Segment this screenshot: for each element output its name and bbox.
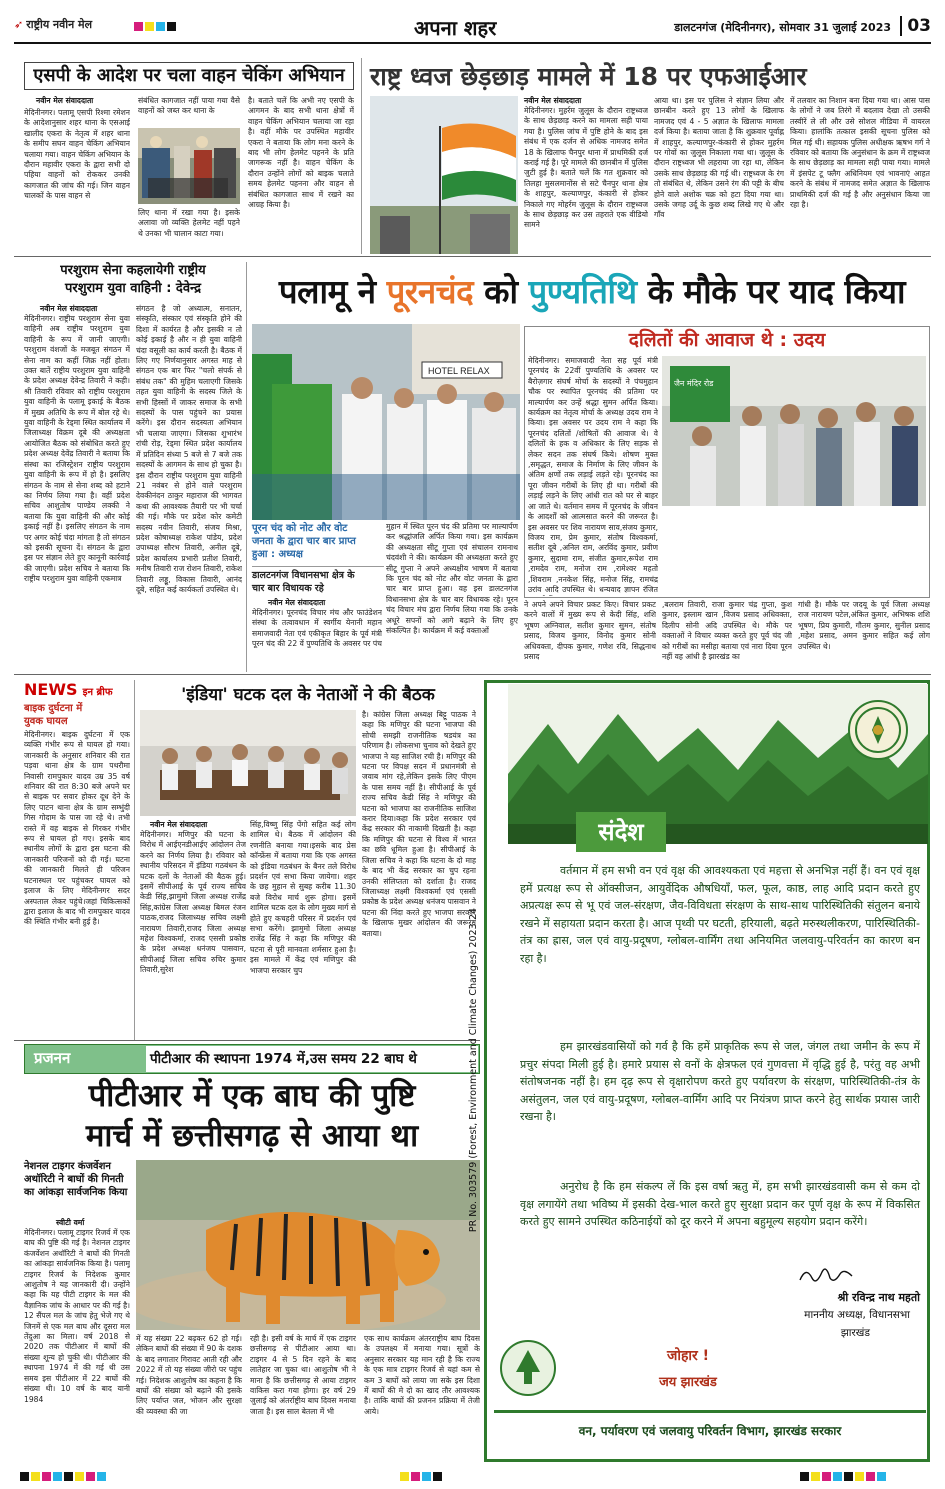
flag-col3: में तलवार का निशान बना दिया गया था। आस पास के लोगों ने जब तिरंगे में बदलाव देखा तो उसकी तस्वीरें ले ली और उसे सोशल मीडिया में वायरल किया। हालांकि तत्काल इसकी सूचना पुलिस को मिल गई थी। सहायक पुलिस अधीक्षक ऋषभ गर्ग ने रविवार को बताया कि अनुसंधान के क्रम में राष्ट्रध्वज के साथ छेड़छाड़ का मामला सही पाया गया। मामले में इंसपेट टू फ्लैग अधिनियम एवं भावनाएं आहत करने के संबंध में नामजद समेत अज्ञात के खिलाफ प्राथमिकी दर्ज की गई है और अनुसंधान किया जा रहा है। — [790, 96, 930, 210]
parshuram-byline: नवीन मेल संवाददाता — [40, 304, 98, 313]
bottom-color-bar-left — [20, 1472, 106, 1481]
puranchand-caption — [252, 522, 394, 561]
news-brief-body: मेदिनीनगर। बाइक दुर्घटना में एक व्यक्ति गंभीर रूप से घायल हो गया। जानकारी के अनुसार शनिवार की रात पड़वा थाना क्षेत्र के ग्राम पथरौमा निवासी रामपुकार यादव उम्र 35 वर्ष शनिवार की रात 8:30 बजे अपने घर से बाइक पर सवार होकर दूध देने के लिए पाटन थाना क्षेत्र के ग्राम सम्भुंदी गिस गोदाम के पास जा रहे थे। तभी रास्ते में वह बाइक से गिरकर गंभीर रूप से घायल हो गए। इसके बाद स्थानीय लोगों के द्वारा इस घटना की जानकारी परिजनों को दी गई। घटना की जानकारी मिलते ही परिजन घटनास्थल पर पहुंचकर घायल को इलाज के लिए मेदिनीनगर सदर अस्पताल लेकर पहुंचे।जहां चिकित्सकों द्वारा इलाज के बाद भी रामपुकार यादव की स्थिति गंभीर बनी हुई है। — [24, 730, 130, 927]
bottom-color-bar-right — [800, 1472, 886, 1481]
vehicle-byline: नवीन मेल संवाददाता — [36, 96, 94, 105]
svg-text:जैन मंदिर रोड: जैन मंदिर रोड — [674, 379, 714, 388]
subhead-line2: चार बार विधायक रहे — [252, 583, 324, 594]
subhead-line1: डालटनगंज विधानसभा क्षेत्र के — [252, 570, 355, 581]
ptr-kicker: पीटीआर की स्थापना 1974 में,उस समय 22 बाघ थे — [146, 1046, 478, 1072]
newspaper-logo — [14, 17, 92, 32]
emblem-icon — [848, 700, 908, 760]
puranchand-headline-part3: को — [473, 272, 529, 311]
caption-line1: पूरन चंद को नोट और वोट — [252, 523, 348, 534]
parshuram-col2: संगठन है जो अध्यात्म, सनातन, संस्कृति, संस्कार एवं संस्कृति होने की दिशा में कार्यरत है और इसकी न तो कोई इकाई है और न ही युवा वाहिनी चंदा वसूली का कार्य करती है। बैठक में लिए गए निर्णयानुसार अगस्त माह से संगठन एक बार फिर "चलो संपर्क से संबंध तक" की मुहिम चलाएगी जिसके तहत युवा वाहिनी के सदस्य जिले के सभी हिस्सों में जाकर समाज के सभी सदस्यों के पास पहुंचने का प्रयास करेंगे। इस दौरान सदस्यता अभियान भी चलाया जाएगा। जिसका शुभारंभ रांची रोड़, रेड्मा स्थित प्रदेश कार्यालय में प्रतिदिन संध्या 5 बजे से 7 बजे तक सदस्यों के आगमन के साथ हो चुका है। इस दौरान राष्ट्रीय परशुराम युवा वाहिनी 21 नवंबर से होने वाले परशुराम देवकीनंदन ठाकुर महाराज की भागवत कथा की आवश्यक तैयारी पर भी चर्चा की गई। मौके पर प्रदेश कोर कमेटी सदस्य नवीन तिवारी, संजय मिश्रा, प्रदेश कोषाध्यक्ष राकेश पांडेय, प्रदेश उपाध्यक्ष सौरभ तिवारी, अनील दूबे, प्रदेश कार्यालय प्रभारी प्रतीश तिवारी, मनीष तिवारी राज रोशन तिवारी, राकेश तिवारी लड्डू, विकास तिवारी, आनंद दूबे, सहित कई कार्यकर्ता उपस्थित थे। — [136, 304, 242, 594]
parshuram-headline — [24, 262, 242, 298]
sandesh-para3: अनुरोध है कि हम संकल्प लें कि इस वर्षा ऋतु में, हम सभी झारखंडवासी कम से कम दो वृक्ष लगायेंगे तथा भविष्य में इसकी देख-भाल करते हुए सुरक्षा प्रदान कर पूर्ण वृक्ष के रूप में विकसित करते हुए सामने उपस्थित कठिनाईयों को दूर करने में अपना बहुमूल्य सहयोग प्रदान करेंगे। — [520, 1180, 920, 1228]
dalit-photo — [662, 356, 926, 506]
parshuram-col1: मेदिनीनगर। राष्ट्रीय परशुराम सेना युवा वाहिनी अब राष्ट्रीय परशुराम युवा वाहिनी के रूप में जानी जाएगी। परशुराम वंशजों के मजबूत संगठन में सेना नाम का कहीं जिक्र नहीं होता। उक्त बातें राष्ट्रीय परशुराम युवा वाहिनी के प्रदेश अध्यक्ष देवेन्द्र तिवारी ने कही। श्री तिवारी रविवार को राष्ट्रीय परशुराम युवा वाहिनी के पलामू इकाई के बैठक में मुख्य अतिथि के रूप में बोल रहे थे। युवा वाहिनी के रेड्मा स्थित कार्यालय में जिलाध्यक्ष विक्रम दूबे की अध्यक्षता आयोजित बैठक को संबोधित करते हुए प्रदेश अध्यक्ष देवेंद्र तिवारी ने बताया कि संस्था का रजिस्ट्रेशन राष्ट्रीय परशुराम युवा वाहिनी के रूप में हो है। इसलिए संगठन के नाम से सेना शब्द को हटाने का निर्णय लिया गया है। वहीं प्रदेश सचिव आशुतोष पाण्डेय लक्की ने बताया कि युवा वाहिनी की और कोई इकाई नहीं है। इसलिए संगठन के नाम पर अगर कोई चंदा मांगता है तो संगठन को इसकी सूचना दें। संगठन के द्वारा इस पर संज्ञान लेते हुए कानूनी कार्रवाई की जाएगी। प्रदेश सचिव ने बताया कि राष्ट्रीय परशुराम युवा वाहिनी एकमात्र — [24, 314, 130, 584]
ptr-headline — [24, 1076, 480, 1156]
parshuram-headline-line2: परशुराम युवा वाहिनी : देवेन्द्र — [65, 281, 201, 296]
brief-label: इन ब्रीफ — [82, 687, 113, 698]
page-number: 03 — [900, 16, 931, 36]
puranchand-col-d: ,बलराम तिवारी, राजा कुमार चंद्र गुप्ता, कुश कुमार, इस्लाम खान ,विजय प्रसाद अधिवक्ता, दिलीप सोनी अदि उपस्थित थे। मौके पर वक्ताओं ने विचार व्यक्त करते हुए पूर्व चंद जी को गरीबों का मसीहा बताया एवं नारा दिया पूरन नहीं वह आंधी है झारखंड का — [662, 600, 792, 662]
bottom-color-bar-center — [400, 1472, 442, 1481]
puranchand-byline: नवीन मेल संवाददाता — [268, 598, 326, 607]
vehicle-col1: मेदिनीनगर। पलामू एसपी रिश्मा रमेशन के आदेशानुसार शहर थाना के एसआई खालीद एकरा के नेतृत्व में शहर थाना के समीप सघन वाहन चेकिंग अभियान चलाया गया। वाहन चेकिंग अभियान के दौरान महावीर एकरा के द्वारा सभी दो पहिया वाहनों को रोककर उनकी कागजात की जांच की गई। जिन वाहन चालकों के पास वाहन से — [24, 108, 130, 201]
bird-logo-icon: ➶ — [14, 18, 24, 31]
flag-photo — [370, 96, 518, 254]
puranchand-col-c: ने अपने अपने विचार प्रकट किए। विचार प्रकट करने वालों में मुख्य रूप से केदी सिंह, शशि भूषण अग्निवाल, सतीश कुमार सुमन, संतोष प्रसाद, विजय कुमार, विनोद कुमार सोनी अधिवक्ता, दीपक कुमार, गणेश रवि, सिद्धनाथ प्रसाद — [524, 600, 656, 662]
ptr-byline: स्वीटी वर्मा — [56, 1218, 85, 1227]
puranchand-headline-part1: पलामू ने — [278, 272, 387, 311]
ptr-col4: एक साथ कार्यक्रम अंतरराष्ट्रीय बाघ दिवस के उपलक्ष्य में मनाया गया। सूत्रों के अनुसार सरकार यह मान रही है कि राज्य के एक मात्र टाइगर रिजर्व से यहां कम से कम 3 बाघों को लाया जा सके इस दिशा में बाघों की मे दो का खाद तौर आवश्यक है। ताकि बाघों की प्रजनन प्रक्रिया में तेजी आये। — [364, 1334, 480, 1416]
puranchand-headline — [252, 262, 932, 322]
ptr-col3: रही है। इसी वर्ष के मार्च में एक टाइगर छत्तीसगढ़ से पीटीआर आया था। टाइगर 4 से 5 दिन रहने के बाद लातेहार जा चुका था। आशुतोष भी ने माना है कि छत्तीसगढ़ से आया टाइगर वाकिस करा गया होगा। हर वर्ष 29 जुलाई को अंतर्राष्ट्रीय बाघ दिवस मनाया जाता है। इस साल बेतला में भी — [250, 1334, 356, 1416]
news-label: NEWS — [24, 680, 78, 699]
ptr-col2: में यह संख्या 22 बढ़कर 62 हो गई। लेकिन बाघों की संख्या में 90 के दशक के बाद लगातार गिरावट आती रही और 2022 में तो यह संख्या जीरो पर पहुंच गई। निदेशक आशुतोष का कहना है कि बाघों की संख्या को बढ़ाने की इसके लिए पर्याप्त जल, भोजन और सुरक्षा की व्यवस्था की जा — [136, 1334, 242, 1416]
puranchand-photo — [252, 324, 520, 520]
dalit-col1: मेदिनीनगर। समाजवादी नेता सह पूर्व मंत्री पूरनचंद के 22वीं पुण्यतिथि के अवसर पर बैरोज़गार संघर्ष मोर्चा के सदस्यों ने पंचमुहान चौक पर स्थापित पूरनचंद की प्रतिमा पर माल्यार्पण कर उन्हें श्रद्धा सुमन अर्पित किया। कार्यक्रम का नेतृत्व मोर्चा के अध्यक्ष उदय राम ने किया। इस अवसर पर उदय राम ने कहा कि पूरनचंद दलितों /शोषितों की आवाज थे। वे दलितों के हक व अधिकार के लिए सड़क से लेकर सदन तक संघर्ष किये। शोषण मुक्त ,समृद्धत, समाज के निर्माण के लिए जीवन के अंतिम क्षणों तक लड़ाई लड़ते रहे। पूरनचंद का पूरा जीवन गरीबों के लिए ही था। गरीबों की लड़ाई लड़ने के लिए आंधी रात को घर से बाहर आ जाते थे। वर्तमान समय में पूरनचंद के जीवन के आदर्शों को आत्मसात करने की जरूरत है। इस अवसर पर शिव नारायण साव,संजय कुमार, विजय राम, प्रेम कुमार, संतोष विश्वकर्मा, सतीश दूबे ,अनिल राम, अरविंद कुमार, प्रवीण कुमार, सुदामा राम, संजीत कुमार,रूपेश राम ,रामदेव राम, मनोज राम ,रामेश्वर महतो ,शिवराम ,ननकेश सिंह, मनोज सिंह, रामचंद्र उरांव आदि उपस्थित थे। धन्यवाद ज्ञापन रंजित — [528, 356, 658, 594]
parshuram-headline-line1: परशुराम सेना कहलायेगी राष्ट्रीय — [60, 263, 206, 278]
ptr-tag: प्रजनन — [34, 1049, 71, 1067]
caption-line2: जनता के द्वारा चार बार प्राप्त — [252, 536, 356, 547]
puranchand-col-b: मुहान में स्थित पूरन चंद की प्रतिमा पर माल्यार्पण कर श्रद्धांजलि अर्पित किया गया। इस कार्यक्रम की अध्यक्षता सीटू गुप्ता एवं संचालन रामनाथ चंदवंशी ने की। कार्यक्रम की अध्यक्षता करते हुए सीटू गुप्ता ने अपने अध्यक्षीय भाषण में बताया कि पूरन चंद को नोट और वोट जनता के द्वारा चार बार प्राप्त हुआ। वह इस डालटनगंज विधानसभा क्षेत्र के चार बार विधायक रहे। पूरन चंद विचार मंच द्वारा निर्णय लिया गया कि उनके अधूरे सपनों को आगे बढ़ाने के लिए हुए संकल्पित है। कार्यक्रम में कई वक्ताओं — [386, 522, 518, 636]
ptr-headline-line2: मार्च में छत्तीसगढ़ से आया था — [85, 1118, 419, 1154]
dalit-headline: दलितों की आवाज थे : उदय — [628, 329, 826, 351]
vehicle-col2: संबंधित कागजात नहीं पाया गया वैसे वाहनों को जब्त कर थाना के — [138, 96, 240, 116]
flag-col1: मेदिनीनगर। मुहर्रम जुलूस के दौरान राष्ट्रध्वज के साथ छेड़छाड़ करने का मामला सही पाया गया है। पुलिस जांच में पुष्टि होने के बाद इस संबंध में एक दर्जन से अधिक नामजद समेत 18 के खिलाफ चैनपुर थाना में प्राथमिकी दर्ज कराई गई है। पूरे मामले की छानबीन में पुलिस जुटी हुई है। बताते चलें कि गत शुक्रवार को तिलहा मुसलमानोंस से सटे चैनपुर थाना क्षेत्र के शाहपुर, कल्याणपुर, कंकारी से होकर निकाले गए मोहर्रम जुलूस के दौरान राष्ट्रध्वज के साथ छेड़छाड़ कर उस तहराते एक वीडियो सामने — [524, 106, 648, 230]
india-meeting-photo — [140, 710, 356, 816]
signatory-designation2: झारखंड — [840, 1327, 870, 1339]
sandesh-para1: वर्तमान में हम सभी वन एवं वृक्ष की आवश्यकता एवं महत्ता से अनभिज्ञ नहीं हैं। वन एवं वृक्ष हमें प्रत्यक्ष रूप से ऑक्सीजन, आयुर्वेदिक औषधियाँ, फल, फूल, काष्ठ, लाह आदि प्रदान करते हुए अप्रत्यक्ष रूप से भू एवं जल-संरक्षण, जैव-विविधता संरक्षण के साथ-साथ पारिस्थितिकी संतुलन बनाये रखने में सहायता प्रदान करता है। आज पृथ्वी पर घटती, हरियाली, बढ़ते मरुस्थलीकरण, पारिस्थितिकी-तंत्र का ह्रास, जल एवं वायु-प्रदूषण, ग्लोबल-वार्मिंग तथा अनियमित जलवायु-परिवर्तन का कारण बन रहा है। — [520, 864, 920, 965]
johar-text: जोहार ! — [666, 1348, 710, 1364]
vehicle-check-headline: एसपी के आदेश पर चला वाहन चेकिंग अभियान — [24, 62, 354, 90]
forest-dept-logo-icon — [500, 1340, 556, 1396]
india-col1: मेदिनीनगर। मणिपुर की घटना के विरोध में आईएनडीआईए आंदोलन तेज करने का निर्णय लिया है। रविवार को स्थानीय परिसदन में इंडिया गठबंधन के घटक दलों के नेताओं की बैठक हुई। इसमें सीपीआई के पूर्व राज्य सचिव केडी सिंह,झामुमो जिला अध्यक्ष राजेंद्र सिंह,कांग्रेस जिला अध्यक्ष बिमल रंजन पाठक,राजद जिलाध्यक्ष सचिव लक्ष्मी नारायण तिवारी,राजद जिला अध्यक्ष महेश विश्वकर्मा, राजद एससी प्रकोष्ठ के प्रदेश अध्यक्ष धनंजय पासवान, सीपीआई जिला सचिव रुचिर कुमार तिवारी,सुरेश — [140, 830, 246, 975]
jai-jharkhand-text: जय झारखंड — [659, 1375, 717, 1390]
ptr-headline-line1: पीटीआर में एक बाघ की पुष्टि — [88, 1078, 416, 1114]
sandesh-para2: हम झारखंडवासियों को गर्व है कि हमें प्राकृतिक रूप से जल, जंगल तथा जमीन के रूप में प्रचुर संपदा मिली हुई है। हमारे प्रयास से वनों के क्षेत्रफल एवं गुणवत्ता में वृद्धि हुई है, परंतु वह अभी संतोषजनक नहीं है। हम दृढ़ रूप से वृक्षारोपण करते हुए पर्यावरण के संरक्षण, पारिस्थितिकी-तंत्र के असंतुलन, जल एवं वायु-प्रदूषण, ग्लोबल-वार्मिंग आदि पर नियंत्रण प्राप्त करने हेतु सार्थक प्रयास जारी रखना है। — [520, 1040, 920, 1123]
ptr-col1: मेदिनीनगर। पलामू टाइगर रिजर्व में एक बाघ की पुष्टि की गई है। नेशनल टाइगर कंजर्वेशन अथॉरिटी ने बाघों की गिनती का आंकड़ा सार्वजनिक किया है। पलामू टाइगर रिजर्व के निदेशक कुमार आशुतोष ने यह जानकारी दी। उन्होंने कहा कि यह पीटी टाइगर के मल की वैज्ञानिक जांच के आधार पर की गई है। 12 सैंपल मल के जांच हेतु भेजे गए थे जिनमें से एक मल बाघ और दूसरा मल तेंदुआ का मिला। वर्ष 2018 से 2020 तक पीटीआर में बाघों की संख्या शून्य हो चुकी थी। पीटीआर की स्थापना 1974 में की गई थी उस समय इस पीटीआर में 22 बाघों की संख्या थी। 10 वर्ष के बाद यानी 1984 — [24, 1228, 130, 1404]
flag-fir-headline: राष्ट्र ध्वज छेड़छाड़ मामले में 18 पर एफआईआर — [370, 62, 807, 91]
news-brief-label — [24, 680, 113, 699]
india-col3: है। कांग्रेस जिला अध्यक्ष बिट्टू पाठक ने कहा कि मणिपुर की घटना भाजपा की सोची समझी राजनीतिक षडयंत्र का परिणाम है। लोकसभा चुनाव को देखते हुए भाजपा ने यह साजिश रची है। मणिपुर की घटना पर विपक्ष सदन में प्रधानमंत्री से जवाब मांग रहे,लेकिन इसके लिए पीएम के पास समय नहीं है। सीपीआई के पूर्व राज्य सचिव केडी सिंह ने मणिपुर की घटना को भाजपा का राजनीतिक साजिश करार दिया।कहा कि प्रदेश सरकार एवं केंद्र सरकार की नाकामी दिखती है। कहा कि मणिपुर की घटना से विश्व में भारत का छवि धूमिल हुआ है। सीपीआई के जिला सचिव ने कहा कि घटना के दो माह के बाद भी केंद्र सरकार का चुप रहना उनकी संलिप्तता को दर्शाता है। राजद जिलाध्यक्ष लक्ष्मी विश्वकर्मा एवं एससी प्रकोष्ठ के प्रदेश अध्यक्ष धनंजय पासवान ने घटना की निंदा करते हुए भाजपा सरकार के खिलाफ मुखर आंदोलन की जरूरत बताया। — [362, 710, 476, 938]
logo-text: राष्ट्रीय नवीन मेल — [26, 18, 93, 31]
signatory-designation1: माननीय अध्यक्ष, विधानसभा — [804, 1309, 910, 1321]
brief-headline-line2: युवक घायल — [24, 716, 68, 727]
pr-number: PR No. 303579 (Forest, Environment and Climate Changes) 2023-24 — [468, 907, 479, 1233]
puranchand-headline-part5: के मौके पर याद किया — [636, 272, 906, 311]
vehicle-col3: है। बताते चलें कि अभी नए एसपी के आगमन के बाद सभी थाना क्षेत्रों में वाहन चेकिंग अभियान चलाया जा रहा है। वहीं मौके पर उपस्थित महावीर एकरा ने बताया कि लोग मना करने के बाद भी लोग हेलमेट पहनने के प्रति जागरूक नहीं है। वाहन चेकिंग के दौरान उन्होंने लोगों को बाइक चलाते समय हेलमेट पहनना और वाहन से संबंधित कागजात साथ में रखने का आग्रह किया है। — [248, 96, 354, 210]
section-title: अपना शहर — [414, 16, 497, 40]
tiger-photo — [136, 1160, 480, 1330]
sandesh-footer: वन, पर्यावरण एवं जलवायु परिवर्तन विभाग, झारखंड सरकार — [494, 1410, 926, 1446]
svg-text:HOTEL RELAX: HOTEL RELAX — [428, 366, 490, 376]
masthead — [14, 14, 931, 44]
flag-byline: नवीन मेल संवाददाता — [524, 96, 582, 105]
news-brief-headline — [24, 702, 130, 728]
vehicle-col2b: लिए थाना में रखा गया है। इसके अलावा जो व्यक्ति हेलमेट नहीं पहने थे उनका भी चालान काटा गया। — [138, 208, 240, 238]
puranchand-headline-anniversary: पुण्यतिथि — [528, 272, 637, 311]
sandesh-title: संदेश — [576, 812, 666, 852]
flag-col2: आया था। इस पर पुलिस ने संज्ञान लिया और छानबीन करते हुए 13 लोगों के खिलाफ नामजद एवं 4 - 5 अज्ञात के खिलाफ मामला दर्ज किया है। बताया जाता है कि शुक्रवार पूर्वाह्न में शाहपुर, कल्याणपुर-कंकारी से होकर मुहर्रम पर गोवों का जुलूस निकाला गया था। जुलूस के दौरान राष्ट्रध्वज भी लहराया जा रहा था, लेकिन उसके साथ छेड़छाड़ की गई थी। राष्ट्रध्वज के रंग तो संबंधित थे, लेकिन उसने रंग की पट्टी के बीच होने वाले अशोक चक्र को हटा दिया गया था। उसके जगह उर्दू के कुछ शब्द लिखे गए थे और गाँव — [654, 96, 784, 220]
india-byline: नवीन मेल संवाददाता — [150, 820, 208, 829]
issue-date: डालटनगंज (मेदिनीनगर), सोमवार 31 जुलाई 2023 — [674, 21, 891, 34]
india-headline: 'इंडिया' घटक दल के नेताओं ने की बैठक — [181, 685, 435, 705]
brief-headline-line1: बाइक दुर्घटना में — [24, 703, 83, 714]
puranchand-headline-name: पूरनचंद — [386, 272, 474, 311]
signature-image — [796, 1262, 856, 1288]
signatory-name: श्री रविन्द्र नाथ महतो — [837, 1291, 920, 1304]
vehicle-check-photo — [138, 128, 240, 204]
color-registration-bar — [134, 22, 176, 31]
caption-line3: हुआ : अध्यक्ष — [252, 549, 303, 560]
ptr-subhead: नेशनल टाइगर कंजर्वेशन अथॉरिटी ने बाघों की गिनती का आंकड़ा सार्वजनिक किया — [24, 1161, 128, 1198]
puranchand-col-e: गांधी है। मौके पर जदयू के पूर्व जिला अध्यक्ष राज नारायण पटेल,अंकित कुमार, अभिषक शशि भूषण, प्रिय कुमारी, गौतम कुमार, सुनील प्रसाद ,महेश प्रसाद, अमन कुमार सहित कई लोग उपस्थित थे। — [798, 600, 930, 651]
india-col2: सिंह,विष्णु सिंह पेंगो सहित कई लोग शामिल थे। बैठक में आंदोलन की रणनीति बनाया गया।इसके बाद प्रेस कॉन्फ्रेंस में बताया गया कि एक अगस्त को इंडिया गठबंधन के बैनर तले विरोध प्रदर्शन एवं सभा किया जायेगा। शहर के छह मुहान से सुबह करीब 11.30 बजे विरोध मार्च शुरू होगा। इसमें शामिल घटक दल के लोग मुख्य मार्ग से होते हुए कचहरी परिसर में प्रदर्शन एवं सभा करेंगे। झामुमो जिला अध्यक्ष राजेंद्र सिंह ने कहा कि मणिपुर की घटना से पूरी मानवता शर्मसार हुआ है। इस मामले में केंद्र एवं मणिपुर की भाजपा सरकार चुप — [250, 820, 356, 975]
puranchand-subhead — [252, 566, 384, 595]
puranchand-col-a: मेदिनीनगर। पूरनचंद विचार मंच और फाउंडेशन संस्था के तत्वावधान में स्वर्गीय येनानी महान समाजवादी नेता एवं एकीकृत बिहार के पूर्व मंत्री पूरन चंद की 22 वें पुण्यतिथि के अवसर पर पंच — [252, 608, 382, 649]
